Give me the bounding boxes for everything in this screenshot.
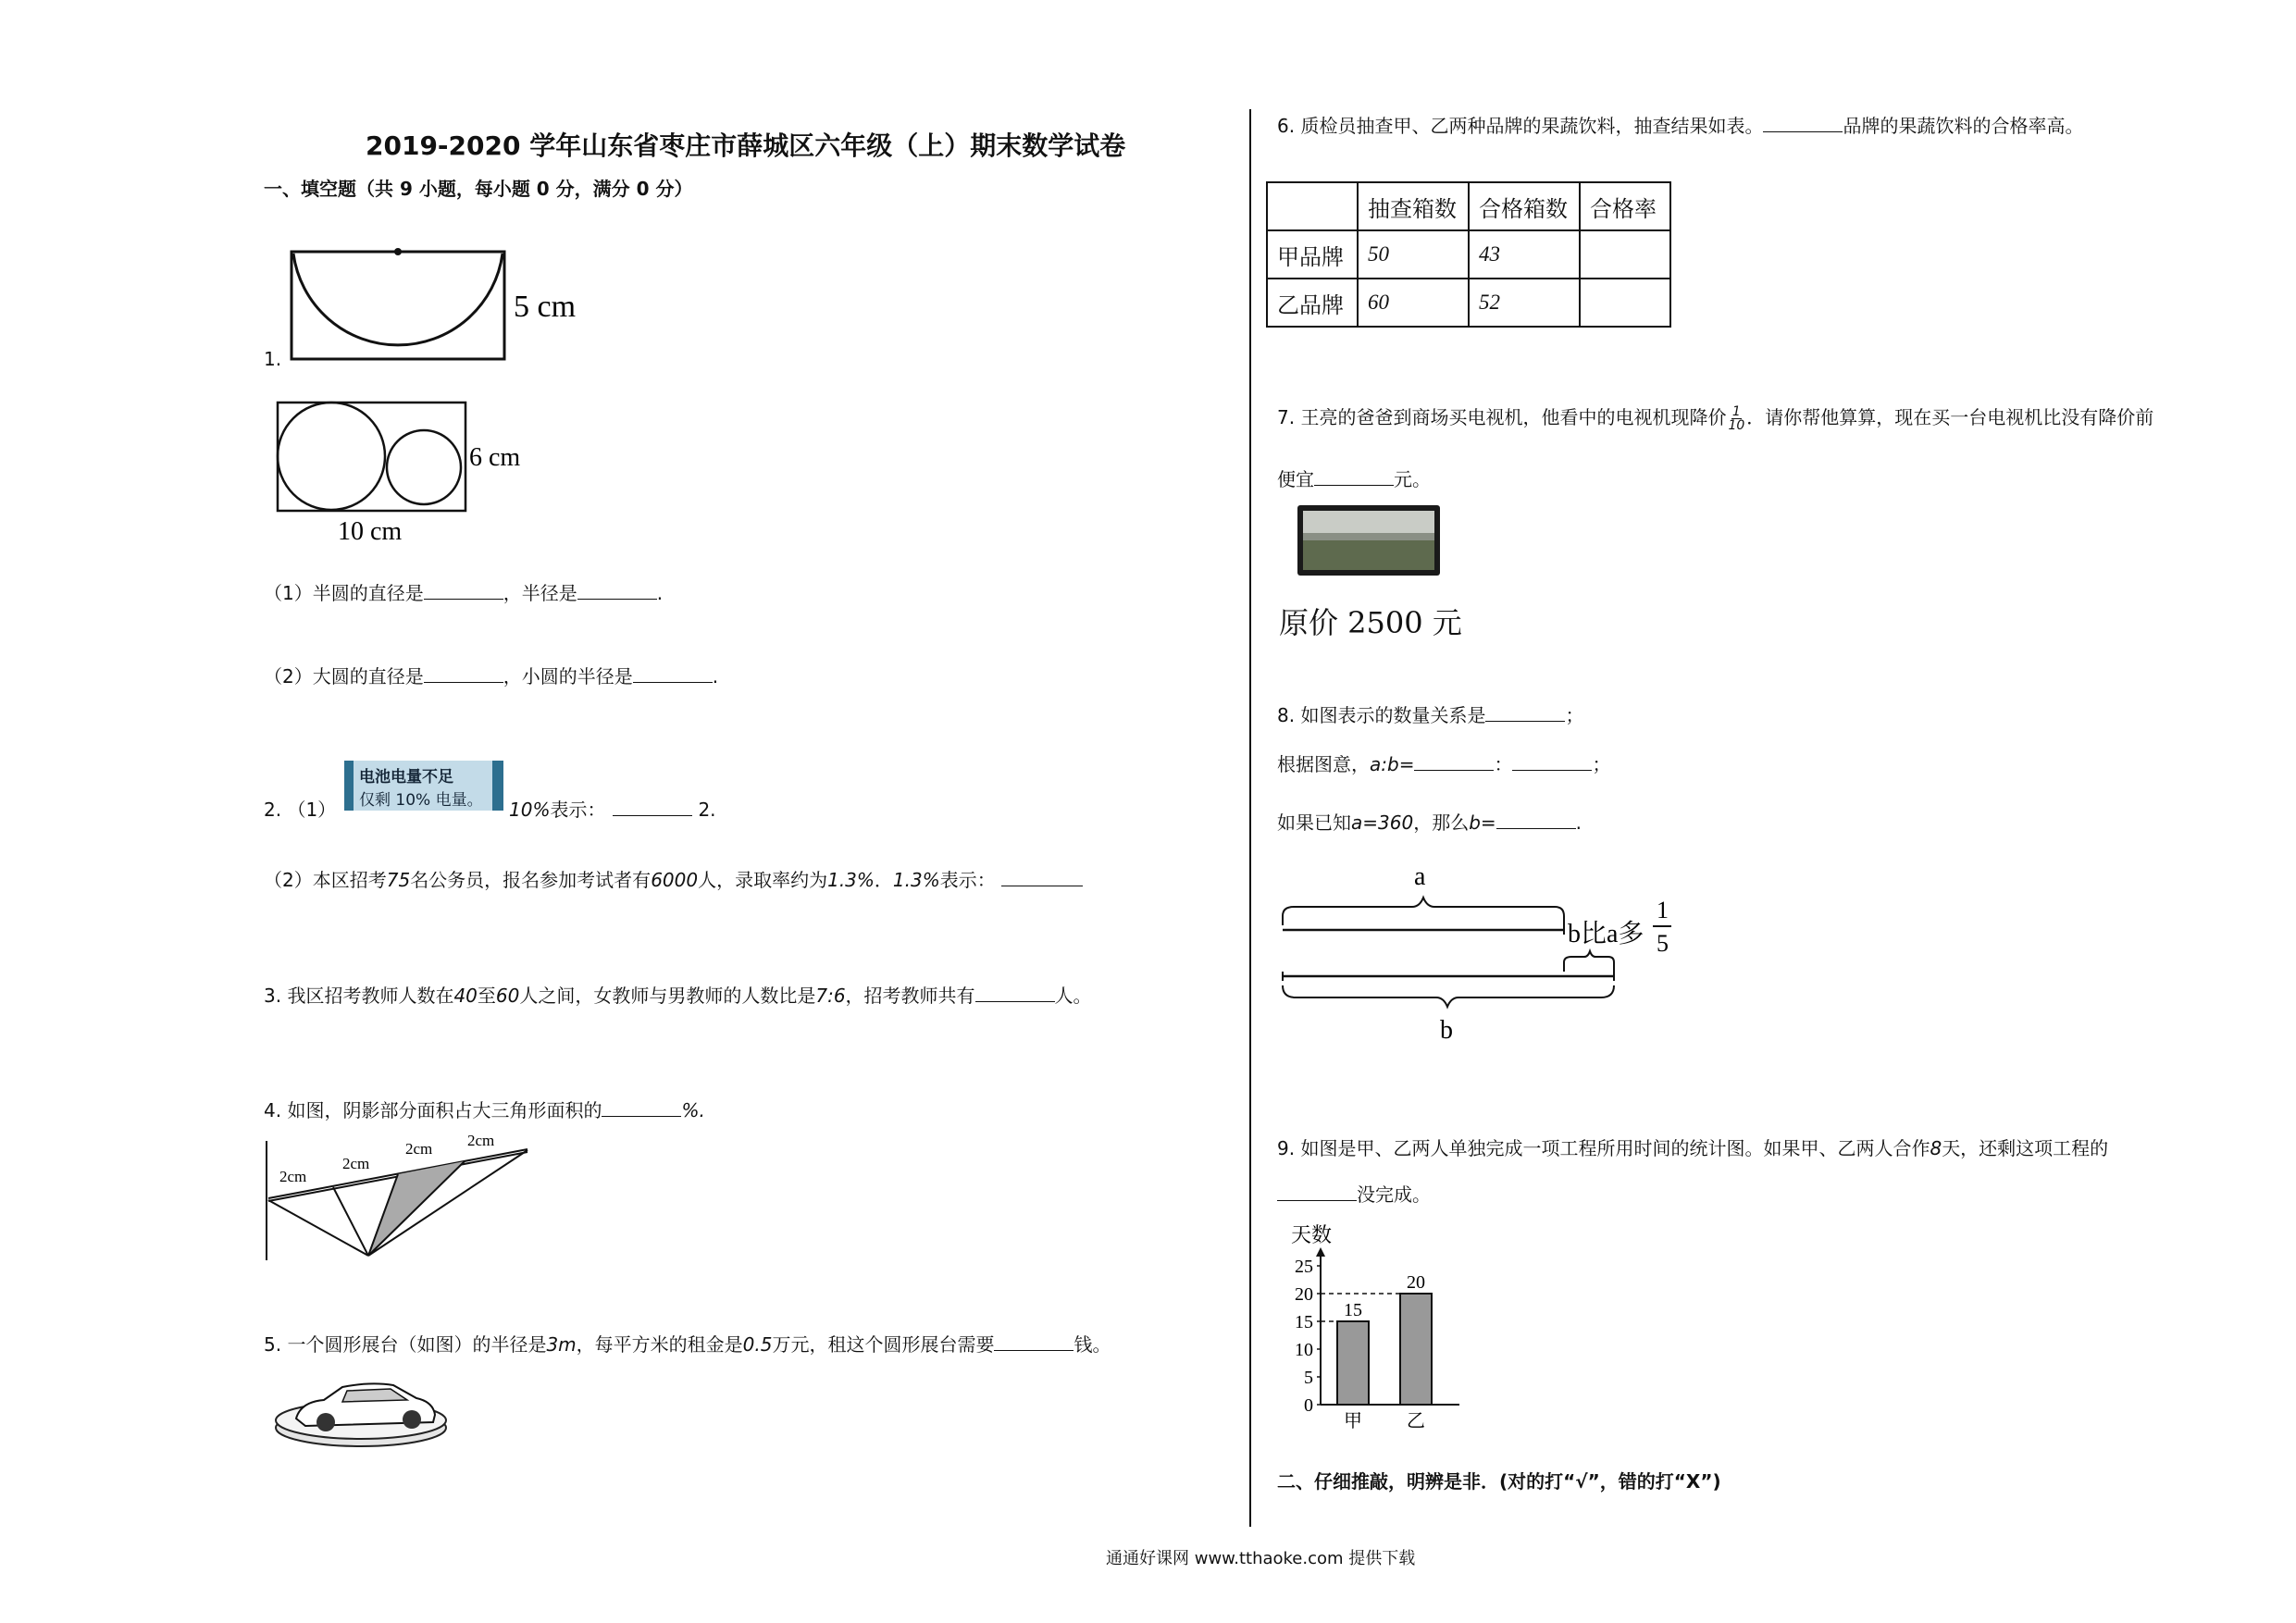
q8-blank-3[interactable] <box>1512 753 1592 771</box>
column-divider <box>1249 109 1251 1527</box>
q1-sub2: （2）大圆的直径是 ，小圆的半径是 . <box>264 665 719 688</box>
y-tick-label: 0 <box>1304 1395 1313 1416</box>
q6-table <box>1266 181 1671 328</box>
section-1-heading: 一、填空题（共 9 小题，每小题 0 分，满分 0 分） <box>264 178 693 200</box>
page-title: 2019-2020 学年山东省枣庄市薛城区六年级（上）期末数学试卷 <box>366 130 1126 161</box>
bar-2 <box>1400 1294 1432 1405</box>
label-a: a <box>1414 862 1426 891</box>
q9-blank[interactable] <box>1277 1183 1357 1201</box>
y-axis-arrow <box>1316 1247 1325 1257</box>
q8-blank-2[interactable] <box>1414 753 1494 771</box>
q8-line1: 8. 如图表示的数量关系是 ； <box>1277 704 1584 726</box>
y-tick-label: 5 <box>1304 1368 1313 1388</box>
two-circles-figure <box>273 398 541 546</box>
table-cell: 乙品牌 <box>1267 279 1358 327</box>
battery-notice-image <box>344 761 503 811</box>
car-platform-image <box>268 1374 453 1457</box>
table-cell[interactable] <box>1580 279 1670 327</box>
tv-image <box>1296 503 1444 579</box>
table-row <box>1267 279 1670 327</box>
q6-blank[interactable] <box>1763 115 1843 132</box>
q2-sub1: 2. （1） <box>264 799 337 821</box>
q4-text: 4. 如图，阴影部分面积占大三角形面积的 %. <box>264 1099 705 1121</box>
table-cell: 甲品牌 <box>1267 230 1358 279</box>
table-header-cell: 抽查箱数 <box>1358 182 1469 230</box>
table-row <box>1267 230 1670 279</box>
x-category-label: 甲 <box>1344 1409 1362 1431</box>
bar-1 <box>1337 1321 1369 1405</box>
q1-sub1: （1）半圆的直径是 ，半径是 . <box>264 582 664 604</box>
section-2-heading: 二、仔细推敲，明辨是非．(对的打“√”，错的打“X”) <box>1277 1470 1721 1493</box>
tv-price-label: 原价 2500 元 <box>1279 605 1462 640</box>
y-tick-label: 10 <box>1295 1340 1313 1360</box>
q6-text: 6. 质检员抽查甲、乙两种品牌的果蔬饮料，抽查结果如表。 品牌的果蔬饮料的合格率高。 <box>1277 115 2084 137</box>
table-header-cell <box>1267 182 1358 230</box>
seg-label-3: 2cm <box>405 1140 433 1158</box>
table-header-cell: 合格率 <box>1580 182 1670 230</box>
q2-blank-2[interactable] <box>1001 869 1083 886</box>
fraction-numerator: 1 <box>1657 897 1669 923</box>
battery-line-1: 电池电量不足 <box>359 768 453 787</box>
semicircle-width-label: 5 cm <box>514 290 577 324</box>
label-b: b <box>1440 1016 1453 1045</box>
segment-diagram <box>1275 861 1701 1055</box>
q8-line2: 根据图意，a:b= ： ； <box>1277 753 1611 775</box>
bar-data-label: 15 <box>1344 1300 1362 1320</box>
table-header-cell: 合格箱数 <box>1469 182 1580 230</box>
seg-label-1: 2cm <box>279 1168 307 1185</box>
q2-blank-1[interactable] <box>613 799 692 816</box>
q1-blank-3[interactable] <box>424 665 503 683</box>
y-tick-label: 15 <box>1295 1312 1313 1332</box>
fraction-denominator: 5 <box>1657 930 1669 957</box>
q7-blank[interactable] <box>1314 468 1394 486</box>
table-cell: 50 <box>1358 230 1469 279</box>
x-category-label: 乙 <box>1407 1409 1425 1431</box>
table-cell: 60 <box>1358 279 1469 327</box>
table-cell[interactable] <box>1580 230 1670 279</box>
q5-blank[interactable] <box>994 1333 1074 1351</box>
q9-text: 9. 如图是甲、乙两人单独完成一项工程所用时间的统计图。如果甲、乙两人合作8天，还剩这项工程的 <box>1277 1137 2109 1159</box>
seg-label-2: 2cm <box>342 1155 370 1172</box>
y-tick-label: 20 <box>1295 1284 1313 1305</box>
q1-blank-4[interactable] <box>633 665 713 683</box>
chart-ylabel: 天数 <box>1291 1224 1333 1247</box>
battery-line-2: 仅剩 10% 电量。 <box>359 791 483 810</box>
q5-text: 5. 一个圆形展台（如图）的半径是3m，每平方米的租金是0.5万元，租这个圆形展台需要 钱。 <box>264 1333 1111 1356</box>
bar-data-label: 20 <box>1407 1272 1425 1293</box>
q8-blank-4[interactable] <box>1496 812 1576 829</box>
label-relation: b比a多 <box>1568 920 1644 948</box>
footer-text: 通通好课网 www.tthaoke.com 提供下载 <box>1106 1549 1416 1568</box>
triangle-figure <box>259 1134 546 1263</box>
table-cell: 43 <box>1469 230 1580 279</box>
semicircle-figure <box>282 242 597 363</box>
rect-height-label: 6 cm <box>469 443 521 472</box>
q1-blank-1[interactable] <box>424 582 503 600</box>
q9-text-2: 没完成。 <box>1277 1183 1431 1207</box>
q8-line3: 如果已知a=360，那么b= . <box>1277 812 1582 834</box>
y-tick-label: 25 <box>1295 1257 1313 1277</box>
q8-blank-1[interactable] <box>1485 704 1565 722</box>
rect-width-label: 10 cm <box>338 517 403 546</box>
q4-blank[interactable] <box>602 1099 681 1117</box>
q7-text-2: 便宜 元。 <box>1277 468 1431 490</box>
q1-number: 1. <box>264 348 282 370</box>
q3-blank[interactable] <box>975 985 1055 1002</box>
seg-label-4: 2cm <box>467 1134 495 1149</box>
table-cell: 52 <box>1469 279 1580 327</box>
q7-text: 7. 王亮的爸爸到商场买电视机，他看中的电视机现降价 $\frac{1}{10}$ ．请你帮他算算，现在买一台电视机比没有降价前 <box>1277 404 2154 433</box>
q2-sub2: （2）本区招考75名公务员，报名参加考试者有6000人，录取率约为1.3%．1.3%表示： <box>264 868 1083 892</box>
q2-sub1-tail: 10%表示： 2. <box>509 799 716 821</box>
q1-blank-2[interactable] <box>577 582 657 600</box>
q3-text: 3. 我区招考教师人数在40至60人之间，女教师与男教师的人数比是7:6，招考教师共有 人。 <box>264 985 1092 1007</box>
table-header-row <box>1267 182 1670 230</box>
bar-chart <box>1272 1220 1485 1442</box>
